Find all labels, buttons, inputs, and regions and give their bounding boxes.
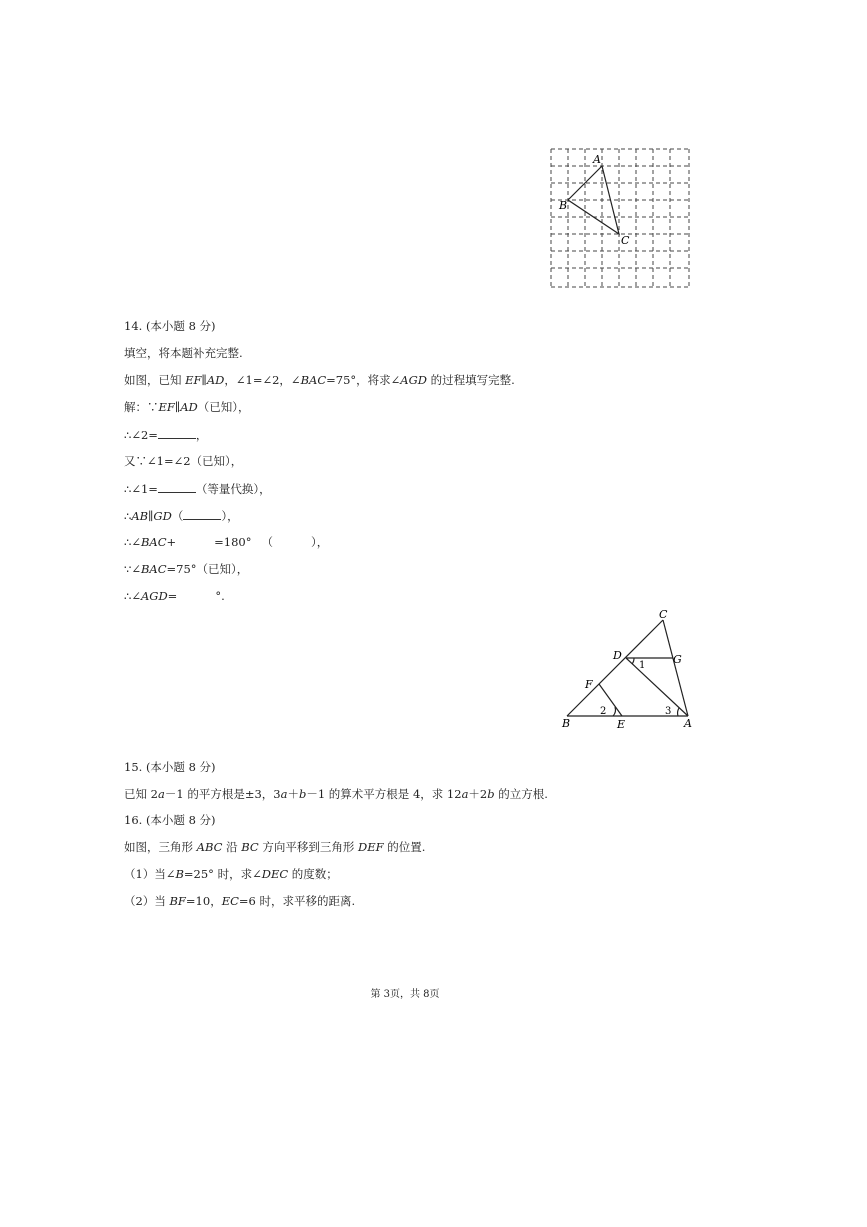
label-c: C [621, 234, 630, 247]
q16-part1: （1）当∠B=25° 时，求∠DEC 的度数； [124, 867, 338, 881]
q14-step5: ∴AB∥GD（ ）， [124, 509, 239, 523]
q14-instruction: 填空，将本题补充完整. [124, 346, 243, 360]
label-a: A [593, 153, 601, 166]
label-a: A [684, 717, 692, 730]
grid-triangle-figure [548, 146, 694, 290]
angle-1-label: 1 [639, 660, 646, 671]
angle-2-label: 2 [600, 706, 607, 717]
answer-blank-3[interactable] [183, 508, 221, 520]
q14-step2: ∴∠2= ， [124, 428, 208, 442]
q16-header: 16. (本小题 8 分) [124, 813, 216, 827]
label-b: B [562, 717, 571, 730]
q16-part2: （2）当 BF=10，EC=6 时，求平移的距离. [124, 894, 356, 908]
q14-header: 14. (本小题 8 分) [124, 319, 216, 333]
q14-step1: 解：∵EF∥AD（已知）， [124, 400, 250, 414]
q15-header: 15. (本小题 8 分) [124, 760, 216, 774]
page-footer: 第 3页，共 8页 [370, 989, 440, 1000]
q14-step7: ∵∠BAC=75°（已知）， [124, 562, 249, 576]
answer-blank-2[interactable] [158, 481, 196, 493]
label-f: F [585, 678, 593, 691]
answer-blank-1[interactable] [158, 427, 196, 439]
label-e: E [617, 718, 626, 731]
angle-3-label: 3 [665, 706, 672, 717]
q16-intro: 如图，三角形 ABC 沿 BC 方向平移到三角形 DEF 的位置. [124, 840, 426, 854]
label-c: C [659, 608, 668, 621]
triangle-figure [555, 608, 700, 732]
q14-given: 如图，已知 EF∥AD，∠1=∠2，∠BAC=75°，将求∠AGD 的过程填写完整. [124, 373, 515, 387]
label-d: D [613, 649, 622, 662]
label-g: G [673, 653, 682, 666]
q14-step8: ∴∠AGD= °. [124, 589, 225, 603]
q14-step3: 又∵∠1=∠2（已知）， [124, 454, 243, 468]
label-b: B [559, 199, 568, 212]
q15-text: 已知 2a－1 的平方根是±3，3a＋b－1 的算术平方根是 4，求 12a＋2b 的立方根. [124, 787, 548, 801]
q14-step4: ∴∠1= （等量代换）， [124, 482, 271, 496]
q14-step6: ∴∠BAC+ =180° （ ）， [124, 535, 329, 549]
